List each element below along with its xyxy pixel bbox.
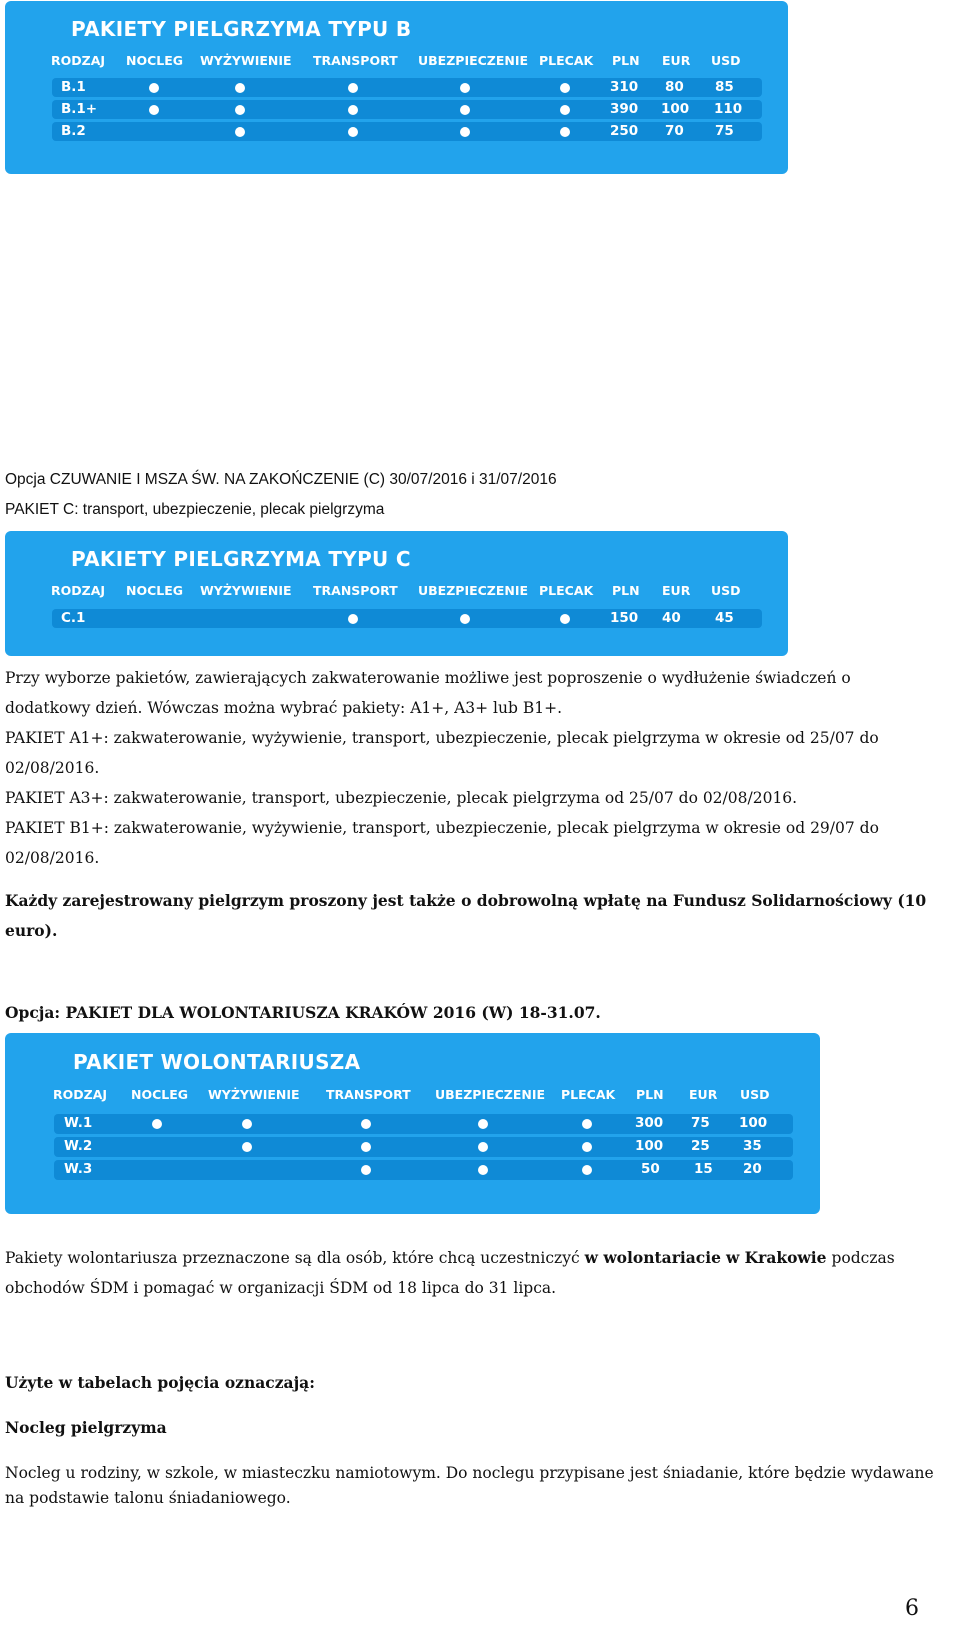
table-row: [52, 609, 762, 628]
volunteer-text: Pakiety wolontariusza przeznaczone są dla osób, które chcą uczestniczyć: [5, 1249, 585, 1267]
pakiet-b1-line2: 02/08/2016.: [5, 849, 100, 867]
included-dot-icon: [460, 614, 470, 624]
fund-paragraph-line2: euro).: [5, 921, 58, 940]
included-dot-icon: [361, 1142, 371, 1152]
col-header-pln: PLN: [612, 53, 640, 68]
col-header-wyzywienie: WYŻYWIENIE: [200, 53, 292, 68]
col-header-ubezpieczenie: UBEZPIECZENIE: [418, 583, 529, 598]
col-header-ubezpieczenie: UBEZPIECZENIE: [418, 53, 529, 68]
price-usd: 110: [714, 101, 743, 117]
col-header-ubezpieczenie: UBEZPIECZENIE: [435, 1087, 546, 1102]
included-dot-icon: [152, 1119, 162, 1129]
col-header-rodzaj: RODZAJ: [53, 1087, 108, 1102]
col-header-wyzywienie: WYŻYWIENIE: [200, 583, 292, 598]
col-header-plecak: PLECAK: [539, 53, 594, 68]
table-row: [52, 78, 762, 97]
option-c-title: Opcja CZUWANIE I MSZA ŚW. NA ZAKOŃCZENIE (C) 30/07/2016 i 31/07/2016: [5, 471, 557, 488]
price-eur: 25: [691, 1138, 710, 1154]
price-usd: 20: [743, 1161, 762, 1177]
included-dot-icon: [235, 105, 245, 115]
option-w-title: Opcja: PAKIET DLA WOLONTARIUSZA KRAKÓW 2016 (W) 18-31.07.: [5, 1003, 601, 1022]
row-name: W.1: [64, 1115, 93, 1131]
price-pln: 300: [635, 1115, 664, 1131]
table-row: [54, 1114, 793, 1134]
col-header-eur: EUR: [662, 53, 691, 68]
col-header-plecak: PLECAK: [539, 583, 594, 598]
col-header-usd: USD: [711, 53, 741, 68]
table-row: [54, 1137, 793, 1157]
included-dot-icon: [235, 83, 245, 93]
included-dot-icon: [149, 105, 159, 115]
included-dot-icon: [582, 1119, 592, 1129]
table-row: [54, 1160, 793, 1180]
included-dot-icon: [361, 1119, 371, 1129]
col-header-usd: USD: [711, 583, 741, 598]
included-dot-icon: [149, 83, 159, 93]
table-c-title: PAKIETY PIELGRZYMA TYPU C: [71, 547, 411, 571]
extension-text: dodatkowy dzień. Wówczas można wybrać pakiety: A1+, A3+ lub B1+.: [5, 699, 563, 717]
row-name: B.1: [61, 79, 86, 95]
terms-subheading: Nocleg pielgrzyma: [5, 1418, 167, 1437]
col-header-transport: TRANSPORT: [313, 583, 398, 598]
pakiet-b1-line1: PAKIET B1+: zakwaterowanie, wyżywienie, transport, ubezpieczenie, plecak pielgrzyma w okresie od 29/07 do: [5, 819, 879, 837]
col-header-transport: TRANSPORT: [313, 53, 398, 68]
table-row: [52, 122, 762, 141]
included-dot-icon: [560, 83, 570, 93]
included-dot-icon: [560, 614, 570, 624]
included-dot-icon: [242, 1142, 252, 1152]
row-name: W.3: [64, 1161, 93, 1177]
included-dot-icon: [348, 83, 358, 93]
pakiet-a1-line1: PAKIET A1+: zakwaterowanie, wyżywienie, transport, ubezpieczenie, plecak pielgrzyma w okresie od 25/07 do: [5, 729, 879, 747]
price-usd: 85: [715, 79, 734, 95]
terms-line2: na podstawie talonu śniadaniowego.: [5, 1489, 291, 1507]
included-dot-icon: [348, 614, 358, 624]
price-eur: 75: [691, 1115, 710, 1131]
included-dot-icon: [460, 127, 470, 137]
price-eur: 15: [694, 1161, 713, 1177]
col-header-pln: PLN: [612, 583, 640, 598]
included-dot-icon: [361, 1165, 371, 1175]
row-name: W.2: [64, 1138, 93, 1154]
included-dot-icon: [478, 1165, 488, 1175]
col-header-eur: EUR: [662, 583, 691, 598]
row-name: C.1: [61, 610, 86, 626]
price-usd: 75: [715, 123, 734, 139]
extension-paragraph-line1: Przy wyborze pakietów, zawierających zakwaterowanie możliwe jest poproszenie o wydłużenie świadczeń o: [5, 669, 851, 687]
col-header-rodzaj: RODZAJ: [51, 53, 106, 68]
volunteer-bold-text: w wolontariacie: [584, 1248, 721, 1267]
terms-line1: Nocleg u rodziny, w szkole, w miasteczku namiotowym. Do noclegu przypisane jest śniadanie, które będzie wydawane: [5, 1464, 934, 1482]
included-dot-icon: [242, 1119, 252, 1129]
price-pln: 150: [610, 610, 639, 626]
pakiet-a1-line2: 02/08/2016.: [5, 759, 100, 777]
included-dot-icon: [460, 105, 470, 115]
col-header-nocleg: NOCLEG: [126, 53, 184, 68]
col-header-nocleg: NOCLEG: [131, 1087, 189, 1102]
volunteer-paragraph-line2: obchodów ŚDM i pomagać w organizacji ŚDM od 18 lipca do 31 lipca.: [5, 1279, 557, 1297]
col-header-usd: USD: [740, 1087, 770, 1102]
included-dot-icon: [560, 127, 570, 137]
table-row: [52, 100, 762, 119]
included-dot-icon: [478, 1119, 488, 1129]
included-dot-icon: [560, 105, 570, 115]
table-c: [5, 531, 788, 656]
included-dot-icon: [235, 127, 245, 137]
option-c-subtitle: PAKIET C: transport, ubezpieczenie, plecak pielgrzyma: [5, 501, 385, 518]
table-w: [5, 1033, 820, 1214]
price-pln: 50: [641, 1161, 660, 1177]
price-pln: 310: [610, 79, 639, 95]
col-header-rodzaj: RODZAJ: [51, 583, 106, 598]
volunteer-text: podczas: [826, 1249, 895, 1267]
col-header-transport: TRANSPORT: [326, 1087, 411, 1102]
price-eur: 70: [665, 123, 684, 139]
price-usd: 35: [743, 1138, 762, 1154]
price-eur: 100: [661, 101, 690, 117]
table-b-title: PAKIETY PIELGRZYMA TYPU B: [71, 17, 412, 41]
fund-paragraph-line1: Każdy zarejestrowany pielgrzym proszony jest także o dobrowolną wpłatę na Fundusz Solidarnościowy (10: [5, 891, 927, 910]
price-pln: 250: [610, 123, 639, 139]
volunteer-bold-text: w Krakowie: [725, 1248, 827, 1267]
terms-heading: Użyte w tabelach pojęcia oznaczają:: [5, 1373, 315, 1392]
extension-paragraph-line2: [5, 693, 562, 723]
page-number: 6: [905, 1596, 919, 1621]
included-dot-icon: [582, 1142, 592, 1152]
table-b: [5, 1, 788, 174]
price-usd: 100: [739, 1115, 768, 1131]
col-header-wyzywienie: WYŻYWIENIE: [208, 1087, 300, 1102]
col-header-plecak: PLECAK: [561, 1087, 616, 1102]
price-usd: 45: [715, 610, 734, 626]
pakiet-a3: PAKIET A3+: zakwaterowanie, transport, ubezpieczenie, plecak pielgrzyma od 25/07 do 02/08/2016.: [5, 789, 798, 807]
row-name: B.2: [61, 123, 86, 139]
included-dot-icon: [348, 105, 358, 115]
included-dot-icon: [478, 1142, 488, 1152]
price-pln: 390: [610, 101, 639, 117]
col-header-pln: PLN: [636, 1087, 664, 1102]
included-dot-icon: [582, 1165, 592, 1175]
price-pln: 100: [635, 1138, 664, 1154]
col-header-nocleg: NOCLEG: [126, 583, 184, 598]
table-w-title: PAKIET WOLONTARIUSZA: [73, 1050, 361, 1074]
row-name: B.1+: [61, 101, 98, 117]
price-eur: 40: [662, 610, 681, 626]
included-dot-icon: [348, 127, 358, 137]
included-dot-icon: [460, 83, 470, 93]
col-header-eur: EUR: [689, 1087, 718, 1102]
price-eur: 80: [665, 79, 684, 95]
volunteer-paragraph-line1: [5, 1243, 895, 1273]
